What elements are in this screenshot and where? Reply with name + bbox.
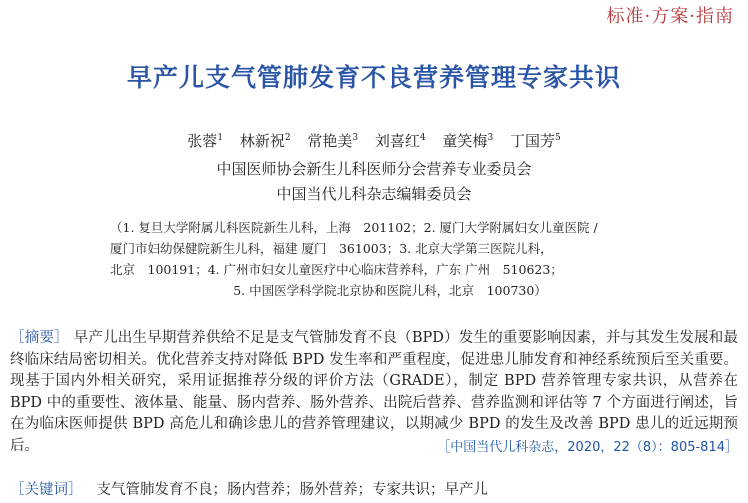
author-affiliation-mark: 1 bbox=[217, 133, 224, 143]
keywords-text: 支气管肺发育不良；肠内营养；肠外营养；专家共识；早产儿 bbox=[96, 482, 488, 498]
author-list bbox=[0, 130, 748, 151]
author bbox=[187, 132, 223, 150]
author bbox=[510, 132, 561, 150]
section-header bbox=[607, 0, 748, 30]
article-title: 早产儿支气管肺发育不良营养管理专家共识 bbox=[126, 63, 621, 92]
abstract-text: 早产儿出生早期营养供给不足是支气管肺发育不良（BPD）发生的重要影响因素，并与其发生发展和最终临床结局密切相关。优化营养支持对降低 BPD 发生率和严重程度，促进患儿肺发育和神经系统预后至关重要。现基于国内外相关研究，采用证据推荐分级的评价方法（GRADE），制定 BPD 营养管理专家共识，从营养在 BPD 中的重要性、液体量、能量、肠内营养、肠外营养、出院后营养、营养监测和评估等 7 个方面进行阐述，旨在为临床医师提供 BPD 高危儿和确诊患儿的营养管理建议，以期减少 BPD 的发生及改善 BPD 患儿的近远期预后。 bbox=[10, 330, 739, 454]
author bbox=[375, 132, 426, 150]
author-affiliation-mark: 5 bbox=[554, 133, 561, 143]
affiliation-line: 厦门市妇幼保健院新生儿科，福建 厦门 361003；3. 北京大学第三医院儿科， bbox=[110, 241, 553, 256]
author bbox=[240, 132, 291, 150]
abstract-block bbox=[10, 328, 738, 459]
author-name: 刘喜红 bbox=[374, 132, 420, 150]
affiliation-line: 北京 100191；4. 广州市妇女儿童医疗中心临床营养科，广东 广州 510623； bbox=[110, 262, 563, 277]
author-affiliation-mark: 3 bbox=[487, 133, 494, 143]
citation: ［中国当代儿科杂志，2020，22（8）：805-814］ bbox=[437, 439, 738, 455]
abstract-label: ［摘要］ bbox=[10, 330, 69, 346]
affiliation-line: 5. 中国医学科学院北京协和医院儿科，北京 100730） bbox=[233, 283, 547, 298]
author-name: 张蓉 bbox=[187, 132, 218, 150]
organization-line: 中国医师协会新生儿科医师分会营养专业委员会 bbox=[216, 160, 532, 178]
author-affiliation-mark: 4 bbox=[419, 133, 426, 143]
organization-line: 中国当代儿科杂志编辑委员会 bbox=[276, 185, 472, 203]
keywords-label: ［关键词］ bbox=[10, 482, 83, 498]
author-name: 童笑梅 bbox=[442, 132, 488, 150]
section-tag: 标准·方案·指南 bbox=[606, 6, 734, 27]
author bbox=[307, 132, 358, 150]
affiliation-line: （1. 复旦大学附属儿科医院新生儿科，上海 201102；2. 厦门大学附属妇女儿童医院 / bbox=[110, 220, 598, 235]
author-name: 林新祝 bbox=[239, 132, 285, 150]
keywords-block bbox=[10, 478, 488, 499]
author-affiliation-mark: 2 bbox=[284, 133, 291, 143]
affiliations-block bbox=[110, 217, 670, 301]
author-affiliation-mark: 3 bbox=[352, 133, 359, 143]
author bbox=[442, 132, 493, 150]
author-name: 常艳美 bbox=[307, 132, 353, 150]
author-name: 丁国芳 bbox=[509, 132, 555, 150]
